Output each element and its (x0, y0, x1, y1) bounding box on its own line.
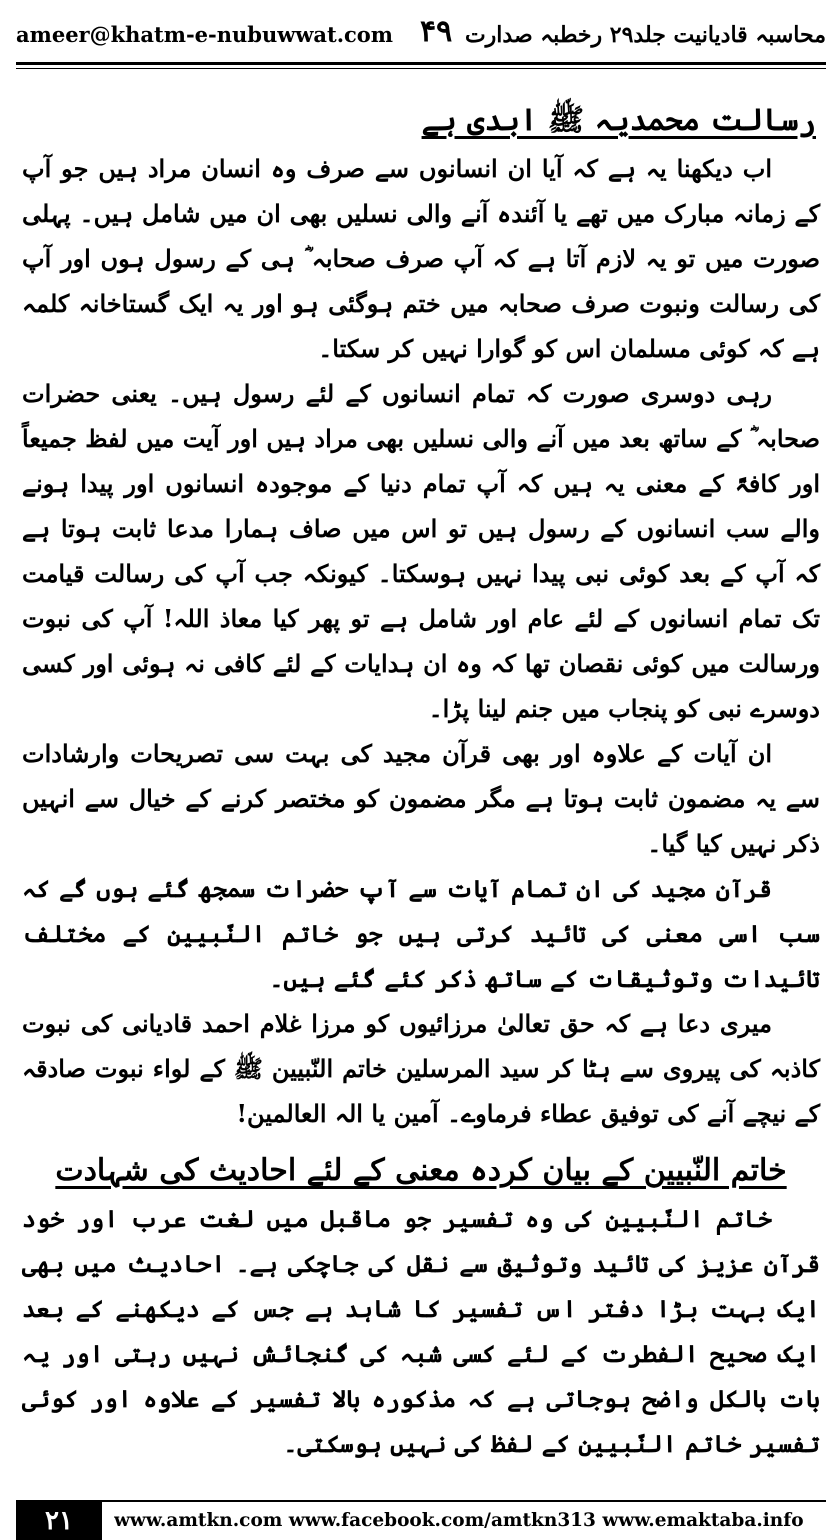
section-heading-1: رسالت محمدیہ ﷺ ابدی ہے (421, 103, 816, 138)
section-heading-2: خاتم النّبیین کے بیان کردہ معنی کے لئے احادیث کی شہادت (55, 1153, 787, 1188)
header-page-number: ۴۹ (420, 14, 453, 49)
header-email: ameer@khatm-e-nubuwwat.com (16, 22, 394, 47)
footer-rule (16, 1500, 826, 1502)
paragraph-4: قرآن مجید کی ان تمام آیات سے آپ حضرات سمجھ گئے ہوں گے کہ سب اسی معنی کی تائید کرتی ہیں جو خاتم النّبیین کے مختلف تائیدات وتوثیقات کے ساتھ ذکر کئے گئے ہیں۔ (22, 874, 820, 993)
paragraph-5: میری دعا ہے کہ حق تعالیٰ مرزائیوں کو مرزا غلام احمد قادیانی کی نبوت کاذبہ کی پیروی سے ہٹا کر سید المرسلین خاتم النّبیین ﷺ کے لواء نبوت صادقہ کے نیچے آنے کی توفیق عطاء فرماوے۔ آمین یا الہ العالمین! (22, 1009, 820, 1128)
paragraph-6: خاتم النّبیین کی وہ تفسیر جو ماقبل میں لغت عرب اور خود قرآن عزیز کی تائید وتوثیق سے نقل کی جاچکی ہے۔ احادیث میں بھی ایک بہت بڑا دفتر اس تفسیر کا شاہد ہے جس کے دیکھنے کے بعد ایک صحیح الفطرت کے لئے کسی شبہ کی گنجائش نہیں رہتی اور یہ بات بالکل واضح ہوجاتی ہے کہ مذکورہ بالا تفسیر کے علاوہ اور کوئی تفسیر خاتم النّبیین کے لفظ کی نہیں ہوسکتی۔ (22, 1204, 820, 1458)
header-book-title: محاسبہ قادیانیت جلد۲۹ رخطبہ صدارت (464, 22, 826, 48)
page-header (16, 14, 826, 54)
header-rule-thick (16, 62, 826, 65)
paragraph-2: رہی دوسری صورت کہ تمام انسانوں کے لئے رسول ہیں۔ یعنی حضرات صحابہ ؓ کے ساتھ بعد میں آنے والی نسلیں بھی مراد ہیں اور آیت میں لفظ جمیعاً اور کافۃً کے معنی یہ ہیں کہ آپ تمام دنیا کے موجودہ انسانوں اور پیدا ہونے والے سب انسانوں کے رسول ہیں تو اس میں صاف ہمارا مدعا ثابت ہوتا ہے کہ آپ کے بعد کوئی نبی پیدا نہیں ہوسکتا۔ کیونکہ جب آپ کی رسالت قیامت تک تمام انسانوں کے لئے عام اور شامل ہے تو پھر کیا معاذ اللہ! آپ کی نبوت ورسالت میں کوئی نقصان تھا کہ وہ ان ہدایات کے لئے کافی نہ ہوئی اور کسی دوسرے نبی کو پنجاب میں جنم لینا پڑا۔ (22, 379, 820, 723)
header-rule-thin (16, 68, 826, 69)
paragraph-3: ان آیات کے علاوہ اور بھی قرآن مجید کی بہت سی تصریحات وارشادات سے یہ مضمون ثابت ہوتا ہے مگر مضمون کو مختصر کرنے کے خیال سے انہیں ذکر نہیں کیا گیا۔ (22, 739, 820, 858)
footer-page-number: ۲۱ (16, 1502, 102, 1540)
paragraph-1: اب دیکھنا یہ ہے کہ آیا ان انسانوں سے صرف وہ انسان مراد ہیں جو آپ کے زمانہ مبارک میں تھے یا آئندہ آنے والی نسلیں بھی ان میں شامل ہیں۔ پہلی صورت میں تو یہ لازم آتا ہے کہ آپ صرف صحابہ ؓ ہی کے رسول ہوں اور آپ کی رسالت ونبوت صرف صحابہ میں ختم ہوگئی ہو اور یہ ایک گستاخانہ کلمہ ہے کہ کوئی مسلمان اس کو گوارا نہیں کر سکتا۔ (22, 154, 821, 363)
page-body (22, 96, 820, 1466)
footer-links: www.amtkn.com www.facebook.com/amtkn313 www.emaktaba.info (114, 1510, 804, 1531)
